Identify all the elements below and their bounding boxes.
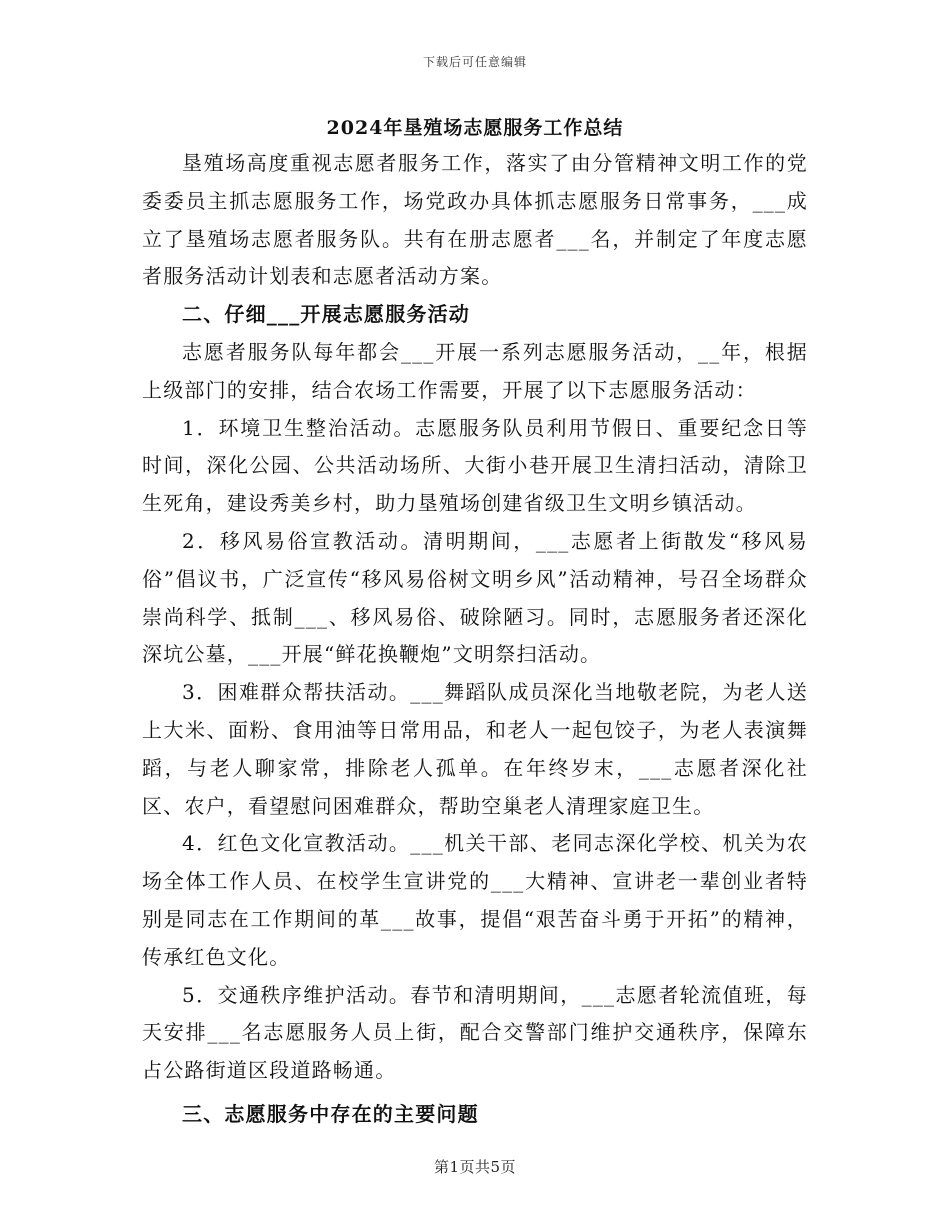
header-note: 下载后可任意编辑 [422, 55, 527, 69]
section-heading-3: 三、志愿服务中存在的主要问题 [182, 1101, 479, 1126]
list-item-3: 3．困难群众帮扶活动。___舞蹈队成员深化当地敬老院，为老人送上大米、面粉、食用油等日常用品，和老人一起包饺子，为老人表演舞蹈，与老人聊家常，排除老人孤单。在年终岁末，___志愿者深化社区、农户，看望慰问困难群众，帮助空巢老人清理家庭卫生。 [142, 680, 808, 818]
section-heading-2: 二、仔细___开展志愿服务活动 [182, 302, 470, 327]
list-item-1: 1．环境卫生整治活动。志愿服务队员利用节假日、重要纪念日等时间，深化公园、公共活动场所、大街小巷开展卫生清扫活动，清除卫生死角，建设秀美乡村，助力垦殖场创建省级卫生文明乡镇活动。 [142, 415, 808, 516]
section-2-intro-paragraph: 志愿者服务队每年都会___开展一系列志愿服务活动，__年，根据上级部门的安排，结合农场工作需要，开展了以下志愿服务活动： [142, 339, 808, 402]
list-item-4: 4．红色文化宣教活动。___机关干部、老同志深化学校、机关为农场全体工作人员、在校学生宣讲党的___大精神、宣讲老一辈创业者特别是同志在工作期间的革___故事，提倡“艰苦奋斗勇于开拓”的精神，传承红色文化。 [142, 831, 808, 969]
intro-paragraph: 垦殖场高度重视志愿者服务工作，落实了由分管精神文明工作的党委委员主抓志愿服务工作，场党政办具体抓志愿服务日常事务，___成立了垦殖场志愿者服务队。共有在册志愿者___名，并制定了年度志愿者服务活动计划表和志愿者活动方案。 [142, 151, 808, 289]
document-body [142, 145, 808, 1134]
page-number: 第1页共5页 [433, 1158, 517, 1176]
document-title: 2024年垦殖场志愿服务工作总结 [326, 117, 624, 139]
list-item-2: 2．移风易俗宣教活动。清明期间，___志愿者上街散发“移风易俗”倡议书，广泛宣传“移风易俗树文明乡风”活动精神，号召全场群众崇尚科学、抵制___、移风易俗、破除陋习。同时，志愿服务者还深化深坑公墓，___开展“鲜花换鞭炮”文明祭扫活动。 [142, 528, 808, 667]
list-item-5: 5．交通秩序维护活动。春节和清明期间，___志愿者轮流值班，每天安排___名志愿服务人员上街，配合交警部门维护交通秩序，保障东占公路街道区段道路畅通。 [142, 982, 808, 1083]
